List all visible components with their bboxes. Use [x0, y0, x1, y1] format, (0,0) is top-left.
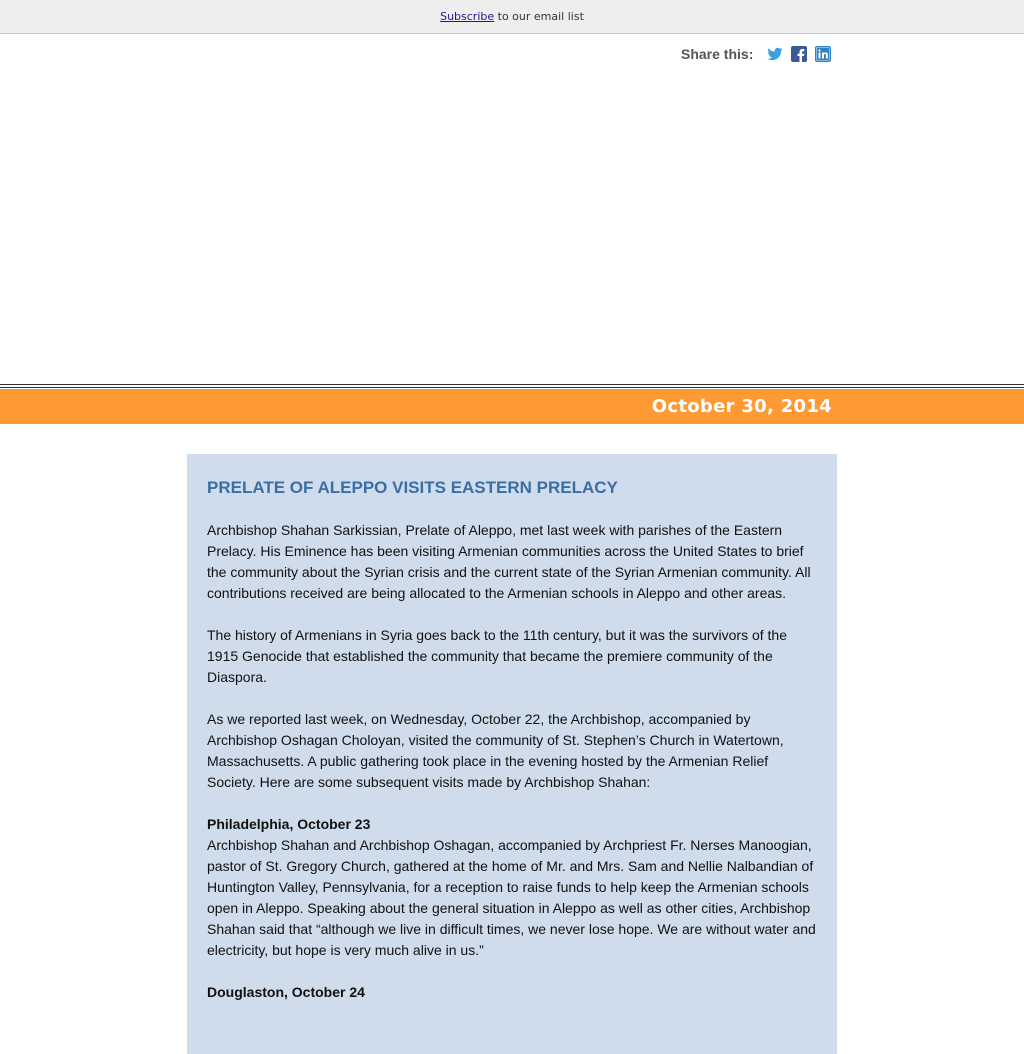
share-bar	[681, 44, 839, 64]
facebook-icon[interactable]	[791, 46, 807, 62]
share-label: Share this:	[681, 46, 754, 62]
subscribe-bar	[0, 0, 1024, 34]
section-heading: Douglaston, October 24	[207, 984, 365, 1000]
article-panel	[187, 454, 837, 1054]
section-body: Archbishop Shahan and Archbishop Oshagan, accompanied by Archpriest Fr. Nerses Manoogian, pastor of St. Gregory Church, gathered at the home of Mr. and Mrs. Sam and Nellie Nalbandian of Huntington Valley, Pennsylvania, for a reception to raise funds to help keep the Armenian schools open in Aleppo. Speaking about the general situation in Aleppo as well as other cities, Archbishop Shahan said that “although we live in difficult times, we never lose hope. We are without water and electricity, but hope is very much alive in us.”	[207, 837, 816, 958]
subscribe-link[interactable]: Subscribe	[440, 10, 495, 23]
article-paragraph: As we reported last week, on Wednesday, October 22, the Archbishop, accompanied by Archbishop Oshagan Choloyan, visited the community of St. Stephen’s Church in Watertown, Massachusetts. A public gathering took place in the evening hosted by the Armenian Relief Society. Here are some subsequent visits made by Archbishop Shahan:	[207, 711, 784, 790]
linkedin-icon[interactable]	[815, 46, 831, 62]
subscribe-text: to our email list	[494, 10, 584, 23]
article-paragraph: Archbishop Shahan Sarkissian, Prelate of Aleppo, met last week with parishes of the Eastern Prelacy. His Eminence has been visiting Armenian communities across the United States to brief the community about the Syrian crisis and the current state of the Syrian Armenian community. All contributions received are being allocated to the Armenian schools in Aleppo and other areas.	[207, 522, 811, 601]
date-banner	[0, 389, 1024, 424]
section-heading: Philadelphia, October 23	[207, 816, 371, 832]
article-title: PRELATE OF ALEPPO VISITS EASTERN PRELACY	[207, 478, 618, 497]
article-paragraph: The history of Armenians in Syria goes back to the 11th century, but it was the survivors of the 1915 Genocide that established the community that became the premiere community of the Diaspora.	[207, 627, 787, 685]
banner-divider	[0, 384, 1024, 388]
twitter-icon[interactable]	[767, 46, 783, 62]
issue-date: October 30, 2014	[651, 396, 832, 417]
